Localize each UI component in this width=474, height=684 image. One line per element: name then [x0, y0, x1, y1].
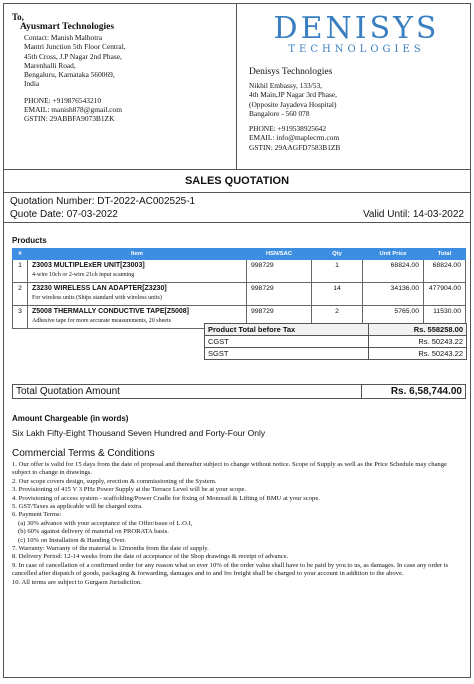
col-header-hsn: HSN/SAC	[247, 249, 312, 260]
item-description: For wireless units (Ships standard with wireless units)	[32, 295, 162, 301]
item-name: Z3003 MULTIPLExER UNIT[Z3003]	[32, 262, 145, 269]
summary-label: SGST	[205, 348, 369, 360]
unit-price-cell: 5765.00	[363, 306, 424, 329]
item-description: Adhesive tape for more accurate measurements, 20 sheets	[32, 318, 171, 324]
col-header-item: Item	[28, 249, 247, 260]
hsn-cell: 998729	[247, 306, 312, 329]
hsn-cell: 998729	[247, 283, 312, 306]
total-cell: 11530.00	[424, 306, 466, 329]
recipient-address-line: 45th Cross, J.P Nagar 2nd Phase,	[24, 51, 122, 61]
sender-address-line: Bangalore - 560 078	[249, 108, 310, 118]
payment-term: (c) 10% on Installation & Handing Over.	[18, 536, 126, 544]
item-name: Z5008 THERMALLY CONDUCTIVE TAPE[Z5008]	[32, 308, 190, 315]
payment-term: (a) 30% advance with your acceptance of the Offer/issue of L.O.I,	[18, 519, 193, 527]
col-header-qty: Qty	[312, 249, 363, 260]
list-item: 2. Our scope covers design, supply, erection & commissioning of the System.	[12, 477, 217, 485]
hsn-cell: 998729	[247, 260, 312, 283]
grand-total-label: Total Quotation Amount	[13, 385, 362, 398]
recipient-email: EMAIL: manish878@gmail.com	[24, 105, 122, 115]
document-header	[4, 4, 470, 170]
quotation-number: Quotation Number: DT-2022-AC002525-1	[10, 196, 196, 207]
tax-summary-table	[204, 323, 467, 360]
sender-address-line: Nikhil Embassy, 133/53,	[249, 81, 323, 90]
payment-term: (b) 60% against delivery of material on PRORATA basis.	[18, 528, 169, 536]
summary-label: Product Total before Tax	[205, 324, 369, 336]
item-name: Z3230 WIRELESS LAN ADAPTER[Z3230]	[32, 285, 167, 292]
item-cell	[28, 283, 247, 306]
sender-block	[237, 4, 470, 169]
summary-row-cgst	[205, 336, 467, 348]
document-title: SALES QUOTATION	[4, 170, 470, 193]
sender-email: EMAIL: info@maplecrm.com	[249, 133, 340, 143]
list-item: 9. In case of cancellation of a confirmed order for any reason what so ever 10% of the order value shall have to be paid by you to us, as damages. In case any order is cancelled after dispatch of goods, packaging & forwarding, damages and to and fro freight shall be charged to your account in addition to the above.	[12, 561, 449, 578]
company-logo	[249, 11, 464, 56]
table-header-row	[13, 249, 466, 260]
logo-subtitle: TECHNOLOGIES	[288, 44, 425, 55]
list-item: 7. Warranty: Warranty of the material is 12months from the date of supply.	[12, 545, 209, 553]
total-cell: 477904.00	[424, 283, 466, 306]
summary-label: CGST	[205, 336, 369, 348]
products-table	[12, 248, 466, 329]
list-item: 4. Provisioning of access system - scaffolding/Power Cradle for fixing of Monorail & Lifting of BMU at your scope.	[12, 494, 320, 502]
recipient-gstin: GSTIN: 29ABBFA9073B1ZK	[24, 114, 115, 124]
quote-date: Quote Date: 07-03-2022	[10, 208, 118, 220]
grand-total-row	[12, 384, 466, 399]
recipient-address-line: Bengaluru, Karnataka 560069,	[24, 70, 115, 80]
recipient-phone: PHONE: +919876543210	[24, 95, 102, 105]
row-number: 2	[13, 283, 28, 306]
row-number: 1	[13, 260, 28, 283]
summary-value: Rs. 558258.00	[369, 324, 467, 336]
unit-price-cell: 34136.00	[363, 283, 424, 306]
unit-price-cell: 68824.00	[363, 260, 424, 283]
grand-total-value: Rs. 6,58,744.00	[390, 386, 462, 397]
qty-cell: 14	[312, 283, 363, 306]
sender-address-line: (Opposite Jayadeva Hospital)	[249, 99, 337, 109]
valid-until: Valid Until: 14-03-2022	[363, 208, 464, 220]
sender-gstin: GSTIN: 29AAGFD7583B1ZB	[249, 142, 341, 152]
item-description: 4-wire 10ch or 2-wire 21ch input scanning	[32, 272, 135, 278]
list-item: 1. Our offer is valid for 15 days from the date of proposal and thereafter subject to change without notice. Scope of Supply as well as the Price Schedule may change subject to change in drawings.	[12, 461, 447, 477]
col-header-total: Total	[424, 249, 466, 260]
amount-words-value: Six Lakh Fifty-Eight Thousand Seven Hundred and Forty-Four Only	[12, 428, 266, 438]
total-cell: 68824.00	[424, 260, 466, 283]
amount-in-words	[12, 414, 265, 438]
recipient-contact: Contact: Manish Malhotra	[24, 33, 102, 42]
products-heading: Products	[12, 236, 47, 245]
sender-address-line: 4th Main,JP Nagar 3rd Phase,	[249, 90, 337, 100]
list-item: 8. Delivery Period: 12-14 weeks from the date of acceptance of the Shop drawings & receipt of advance.	[12, 553, 289, 561]
recipient-block	[4, 4, 237, 169]
row-number: 3	[13, 306, 28, 329]
qty-cell: 2	[312, 306, 363, 329]
table-row	[13, 260, 466, 283]
recipient-address-line: Marenhalli Road,	[24, 60, 76, 70]
quote-info	[4, 193, 470, 223]
summary-value: Rs. 50243.22	[369, 348, 467, 360]
table-row	[13, 283, 466, 306]
list-item: 6. Payment Terms:	[12, 511, 62, 519]
recipient-company: Ayusmart Technologies	[20, 22, 115, 32]
terms-heading: Commercial Terms & Conditions	[12, 448, 155, 459]
sender-company: Denisys Technologies	[249, 67, 333, 77]
summary-row-subtotal	[205, 324, 467, 336]
logo-wordmark: DENISYS	[273, 11, 440, 46]
col-header-unit-price: Unit Price	[363, 249, 424, 260]
summary-value: Rs. 50243.22	[369, 336, 467, 348]
item-cell	[28, 260, 247, 283]
qty-cell: 1	[312, 260, 363, 283]
amount-words-heading: Amount Chargeable (in words)	[12, 414, 129, 423]
list-item: 3. Provisioning of 415 V 3 PHz Power Supply at the Terrace Level will be at your scope.	[12, 486, 247, 494]
terms-section	[12, 448, 467, 587]
recipient-address-line: India	[24, 79, 40, 89]
list-item: 10. All terms are subject to Gurgaon Jurisdiction.	[12, 578, 142, 586]
to-label: To,	[12, 12, 24, 22]
terms-list	[12, 461, 467, 587]
recipient-address-line: Mantri Junction 5th Floor Central,	[24, 42, 126, 52]
summary-row-sgst	[205, 348, 467, 360]
col-header-number: #	[13, 249, 28, 260]
list-item: 5. GST/Taxes as applicable will be charged extra.	[12, 503, 143, 511]
sender-phone: PHONE: +919538925642	[249, 124, 327, 134]
quotation-page	[3, 3, 471, 678]
